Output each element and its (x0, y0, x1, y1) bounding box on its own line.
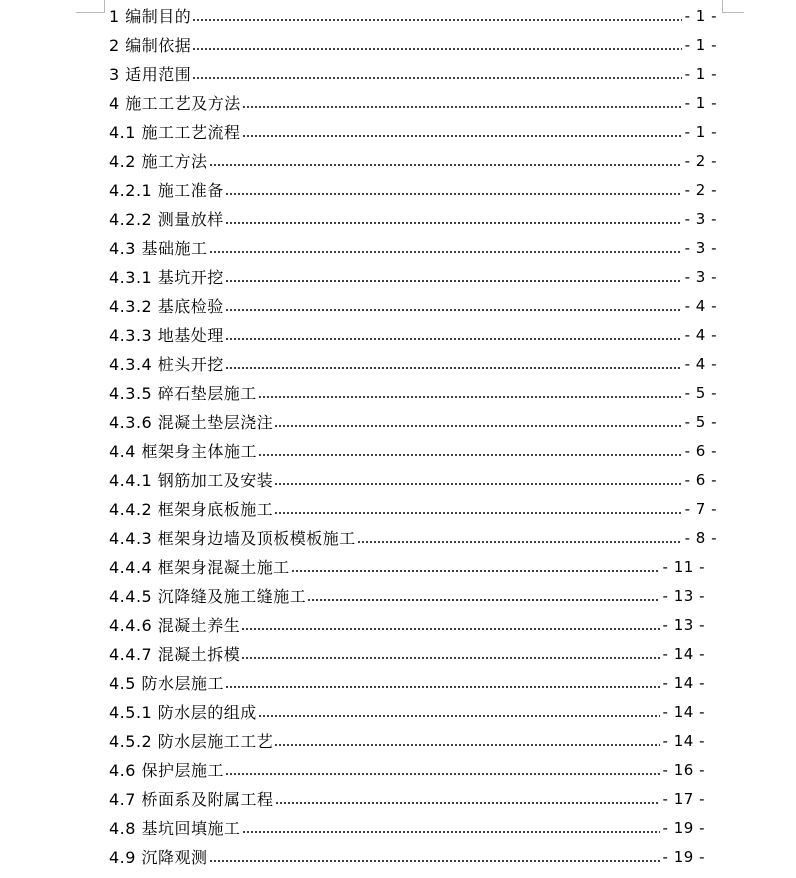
toc-entry-title: 2 编制依据 (109, 36, 192, 55)
toc-entry-page-number: - 6 - (684, 470, 717, 489)
toc-entry-page-number: - 14 - (662, 702, 705, 721)
toc-entry-title: 4.4.2 框架身底板施工 (109, 500, 274, 519)
toc-entry-title: 4.2.2 测量放样 (109, 210, 224, 229)
toc-entry[interactable] (109, 88, 717, 117)
toc-dot-leader (258, 454, 682, 456)
toc-dot-leader (192, 19, 681, 21)
toc-entry-title: 1 编制目的 (109, 7, 192, 26)
toc-entry-page-number: - 2 - (684, 151, 717, 170)
toc-entry[interactable] (109, 349, 717, 378)
toc-entry-page-number: - 19 - (662, 847, 705, 866)
toc-entry[interactable] (109, 755, 705, 784)
toc-entry-title: 4.6 保护层施工 (109, 761, 225, 780)
crop-mark-right-vertical (722, 0, 723, 13)
toc-entry[interactable] (109, 407, 717, 436)
toc-entry[interactable] (109, 552, 705, 581)
toc-entry-title: 4.7 桥面系及附属工程 (109, 790, 274, 809)
toc-entry[interactable] (109, 378, 717, 407)
toc-dot-leader (225, 338, 682, 340)
toc-entry[interactable] (109, 639, 705, 668)
toc-dot-leader (357, 541, 682, 543)
toc-entry[interactable] (109, 697, 705, 726)
toc-dot-leader (307, 599, 659, 601)
toc-entry[interactable] (109, 59, 717, 88)
toc-entry-page-number: - 16 - (662, 760, 705, 779)
toc-entry-page-number: - 1 - (684, 93, 717, 112)
toc-entry[interactable] (109, 494, 717, 523)
toc-entry-page-number: - 1 - (684, 6, 717, 25)
toc-dot-leader (225, 193, 682, 195)
toc-entry-title: 4.5.1 防水层的组成 (109, 703, 257, 722)
toc-dot-leader (209, 860, 660, 862)
toc-entry-title: 4.4.4 框架身混凝土施工 (109, 558, 290, 577)
toc-dot-leader (291, 570, 660, 572)
toc-entry-page-number: - 19 - (662, 818, 705, 837)
toc-dot-leader (209, 164, 682, 166)
toc-entry-title: 4.3.1 基坑开挖 (109, 268, 224, 287)
toc-dot-leader (274, 744, 659, 746)
crop-mark-left-vertical (104, 0, 105, 13)
toc-dot-leader (225, 280, 682, 282)
toc-entry-page-number: - 6 - (684, 441, 717, 460)
toc-dot-leader (225, 686, 660, 688)
toc-entry-title: 4.8 基坑回填施工 (109, 819, 241, 838)
toc-entry-title: 4.4.6 混凝土养生 (109, 616, 241, 635)
toc-entry-page-number: - 8 - (684, 528, 717, 547)
toc-entry-page-number: - 11 - (662, 557, 705, 576)
toc-entry-title: 4.9 沉降观测 (109, 848, 208, 867)
toc-entry-title: 4.2.1 施工准备 (109, 181, 224, 200)
toc-dot-leader (225, 309, 682, 311)
toc-dot-leader (274, 483, 681, 485)
toc-entry[interactable] (109, 291, 717, 320)
toc-entry-title: 4.2 施工方法 (109, 152, 208, 171)
toc-entry[interactable] (109, 233, 717, 262)
toc-entry-title: 4.3.5 碎石垫层施工 (109, 384, 257, 403)
toc-entry-title: 4.3.4 桩头开挖 (109, 355, 224, 374)
toc-entry[interactable] (109, 146, 717, 175)
toc-entry[interactable] (109, 726, 705, 755)
toc-dot-leader (258, 715, 660, 717)
toc-dot-leader (274, 512, 681, 514)
toc-entry[interactable] (109, 436, 717, 465)
toc-entry-title: 4 施工工艺及方法 (109, 94, 241, 113)
toc-entry-title: 4.3.2 基底检验 (109, 297, 224, 316)
toc-dot-leader (192, 77, 681, 79)
toc-entry-title: 4.4.5 沉降缝及施工缝施工 (109, 587, 307, 606)
toc-dot-leader (241, 628, 659, 630)
toc-entry-page-number: - 4 - (684, 354, 717, 373)
toc-entry-title: 4.3.6 混凝土垫层浇注 (109, 413, 274, 432)
toc-dot-leader (258, 396, 682, 398)
toc-dot-leader (241, 657, 659, 659)
toc-entry[interactable] (109, 175, 717, 204)
toc-entry-page-number: - 1 - (684, 35, 717, 54)
toc-entry[interactable] (109, 784, 705, 813)
toc-dot-leader (242, 135, 682, 137)
toc-entry-page-number: - 1 - (684, 64, 717, 83)
toc-entry-title: 4.3 基础施工 (109, 239, 208, 258)
toc-dot-leader (242, 831, 660, 833)
toc-entry-page-number: - 2 - (684, 180, 717, 199)
toc-dot-leader (275, 802, 660, 804)
toc-entry-page-number: - 13 - (662, 615, 705, 634)
toc-entry[interactable] (109, 117, 717, 146)
toc-dot-leader (192, 48, 681, 50)
toc-entry-title: 4.5.2 防水层施工工艺 (109, 732, 274, 751)
toc-entry-title: 4.4.1 钢筋加工及安装 (109, 471, 274, 490)
toc-entry[interactable] (109, 30, 717, 59)
toc-entry-page-number: - 1 - (684, 122, 717, 141)
toc-entry-title: 3 适用范围 (109, 65, 192, 84)
toc-dot-leader (225, 773, 660, 775)
toc-entry-page-number: - 3 - (684, 267, 717, 286)
toc-entry[interactable] (109, 668, 705, 697)
toc-entry-title: 4.3.3 地基处理 (109, 326, 224, 345)
toc-entry-page-number: - 3 - (684, 238, 717, 257)
toc-dot-leader (209, 251, 682, 253)
crop-mark-left-horizontal (76, 12, 105, 13)
toc-entry-title: 4.1 施工工艺流程 (109, 123, 241, 142)
toc-entry[interactable] (109, 262, 717, 291)
toc-entry[interactable] (109, 523, 717, 552)
toc-entry-page-number: - 14 - (662, 673, 705, 692)
toc-entry[interactable] (109, 813, 705, 842)
toc-entry-title: 4.4 框架身主体施工 (109, 442, 258, 461)
toc-entry[interactable] (109, 204, 717, 233)
toc-entry[interactable] (109, 465, 717, 494)
toc-entry-title: 4.5 防水层施工 (109, 674, 225, 693)
toc-entry-page-number: - 13 - (662, 586, 705, 605)
toc-entry-page-number: - 17 - (662, 789, 705, 808)
toc-dot-leader (225, 367, 682, 369)
toc-dot-leader (225, 222, 682, 224)
toc-entry[interactable] (109, 581, 705, 610)
toc-entry[interactable] (109, 842, 705, 871)
toc-entry-page-number: - 3 - (684, 209, 717, 228)
toc-entry-page-number: - 7 - (684, 499, 717, 518)
toc-entry-page-number: - 5 - (684, 412, 717, 431)
toc-entry[interactable] (109, 610, 705, 639)
toc-dot-leader (274, 425, 681, 427)
toc-entry[interactable] (109, 1, 717, 30)
crop-mark-right-horizontal (722, 12, 744, 13)
toc-entry-title: 4.4.7 混凝土拆模 (109, 645, 241, 664)
toc-entry-page-number: - 14 - (662, 731, 705, 750)
toc-entry-title: 4.4.3 框架身边墙及顶板模板施工 (109, 529, 356, 548)
toc-entry-page-number: - 4 - (684, 296, 717, 315)
toc-dot-leader (242, 106, 682, 108)
toc-entry-page-number: - 4 - (684, 325, 717, 344)
toc-entry[interactable] (109, 320, 717, 349)
toc-entry-page-number: - 5 - (684, 383, 717, 402)
toc-entry-page-number: - 14 - (662, 644, 705, 663)
